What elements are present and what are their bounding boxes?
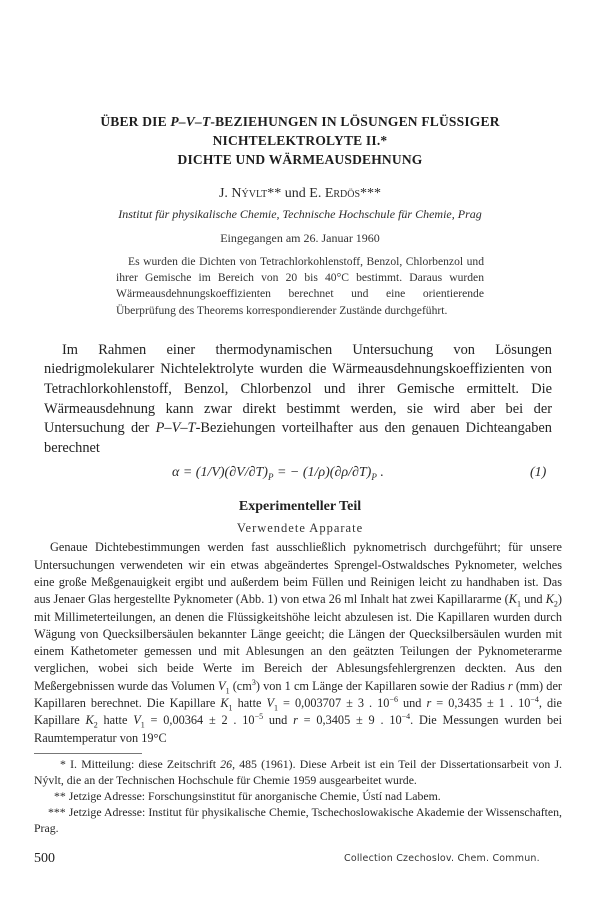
body-text: = 0,3435 ± 1 . 10 [431,696,531,711]
affiliation: Institut für physikalische Chemie, Technische Hochschule für Chemie, Prag [118,207,482,221]
body-text: (mm) der Kapillaren berechnet. Die Kapillare [34,678,563,711]
var-r: r [507,678,513,693]
abstract: Es wurden die Dichten von Tetrachlorkohlenstoff, Benzol, Chlorbenzol und ihrer Gemische im Bereich von 20 bis 40°C bestimmt. Daraus wurden Wärmeausdehnungskoeffizienten berechnet und eine orientierende Überprüfung des Theorems korrespondierender Zustände durchgeführt. [116,255,484,317]
body-text: hatte [232,696,267,711]
var-k: K [545,592,554,607]
body-text: , die Kapillare [34,696,563,728]
page-footer [0,850,600,870]
sub: 1 [274,703,278,713]
sub: 1 [516,599,521,609]
title-pvt: P–V–T [170,114,211,129]
footnote-volume: 26 [220,756,233,771]
footnote-mark: * [60,756,71,771]
body-text: = 0,003707 ± 3 . 10 [278,696,390,711]
page-number: 500 [34,850,55,866]
footnote-mark: *** [360,186,382,201]
footnotes [34,756,562,836]
body-text: = 0,3405 ± 9 . 10 [297,713,402,728]
eq-part: = − (1/ρ)(∂ρ/∂T) [273,465,372,481]
sub: 2 [93,720,98,730]
sub: 1 [228,703,233,713]
sup: −6 [389,694,398,704]
var-k: K [508,592,517,607]
footnote-mark: ** [267,186,282,201]
eq-sub: P [371,472,377,483]
sup: −4 [530,694,539,704]
section-heading: Experimenteller Teil [238,499,362,515]
sub: 2 [553,599,558,609]
var-k: K [220,696,229,711]
eq-part: . [376,465,384,481]
var-r: r [293,713,298,728]
footnote-2 [34,788,562,804]
sub: 1 [140,720,145,730]
var-k: K [85,713,94,728]
body-text: (cm [229,678,252,693]
title-text: -BEZIEHUNGEN IN LÖSUNGEN FLÜSSIGER [210,114,500,129]
body-text: und [397,696,427,711]
sup: 3 [251,677,256,687]
eq-sub: P [267,472,274,483]
body-text: hatte [97,713,134,728]
footnote-text: , 485 (1961). Diese Arbeit ist ein Teil der Dissertationsarbeit von J. Nývlt, die an der Technischen Hochschule für Chemie 1959 ausgearbeitet wurde. [34,756,562,787]
body-text: ) mit Millimeterteilungen, an denen die Flüssigkeitshöhe leicht abzulesen ist. Die Kapillaren wurden durch Wägung von Quecksilbersäulen bekannter Länge geeicht; die Längen der Quecksilbersäulen wurden mit einem Kathetometer gemessen und mit Ablesungen an den geätzten Teilungen der Pyknometerarme verglichen, wobei sich beide Werte im Bereich der Ablesungsfehlergrenzen deckten. Aus den Meßergebnissen wurde das Volumen [34,592,563,693]
var-r: r [426,696,432,711]
footnote-mark: ** [54,788,69,803]
intro-text: -Beziehungen vorteilhafter aus den genauen Dichteangaben berechnet [44,420,552,456]
footnote-3 [34,804,562,836]
article-title-line-2: NICHTELEKTROLYTE II.* [212,133,388,148]
body-text: und [263,713,294,728]
var-v: V [133,713,141,728]
body-paragraph [34,539,562,747]
authors [0,185,600,203]
author-connector: und [281,186,310,201]
article-title-line-1 [0,112,600,131]
received-date: Eingegangen am 26. Januar 1960 [220,231,380,245]
body-text: = 0,00364 ± 2 . 10 [144,713,255,728]
journal-name: Collection Czechoslov. Chem. Commun. [344,852,540,864]
equation-body [172,462,384,488]
body-text: und [520,592,546,607]
article-subtitle: DICHTE UND WÄRMEAUSDEHNUNG [177,152,423,167]
intro-paragraph [44,341,552,459]
body-text: Genaue Dichtebestimmungen werden fast ausschließlich pyknometrisch durchgeführt; für unsere Untersuchungen verwendeten wir ein etwas abgeändertes Sprengel-Ostwaldsches Pyknometer, welches eine große Meßgenauigkeit ergibt und außerdem beim Füllen und Reinigen leicht zu handhaben ist. Das aus Jenaer Glas hergestellte Pyknometer (Abb. 1) von etwa 26 ml Inhalt hat zwei Kapillararme ( [34,540,562,607]
author-1: J. Nývlt [218,186,268,201]
sup: −5 [254,712,264,722]
footnote-text: Jetzige Adresse: Institut für physikalische Chemie, Tschechoslowakische Akademie der Wissenschaften, Prag. [34,804,563,835]
body-text: . Die Messungen wurden bei Raumtemperatur von 19°C [34,713,563,745]
subsection-heading: Verwendete Apparate [236,521,364,536]
footnote-text: I. Mitteilung: diese Zeitschrift [70,756,221,771]
footnote-separator [34,753,142,754]
eq-part: α = (1/V)(∂V/∂T) [172,465,268,481]
var-v: V [266,696,274,711]
footnote-mark: *** [48,804,69,819]
intro-text: Im Rahmen einer thermodynamischen Untersuchung von Lösungen niedrigmolekularer Nichtelektrolyte wurden die Wärmeausdehnungskoeffizienten von Tetrachlorkohlenstoff, Benzol, Chlorbenzol und ihrer Gemische ermittelt. Die Wärmeausdehnung kann zwar direkt bestimmt werden, sie wird aber bei der Untersuchung der [44,341,552,437]
footnote-1 [34,756,562,788]
var-v: V [218,678,226,693]
footnote-text: Jetzige Adresse: Forschungsinstitut für anorganische Chemie, Ústí nad Labem. [68,788,441,803]
body-text: ) von 1 cm Länge der Kapillaren sowie der Radius [255,678,508,693]
sup: −4 [401,712,411,722]
intro-pvt: P–V–T [155,420,196,437]
title-text: ÜBER DIE [100,114,171,129]
sub: 1 [225,686,230,696]
equation-1 [0,462,600,484]
author-2: E. Erdös [309,186,361,201]
equation-number: (1) [530,465,547,481]
